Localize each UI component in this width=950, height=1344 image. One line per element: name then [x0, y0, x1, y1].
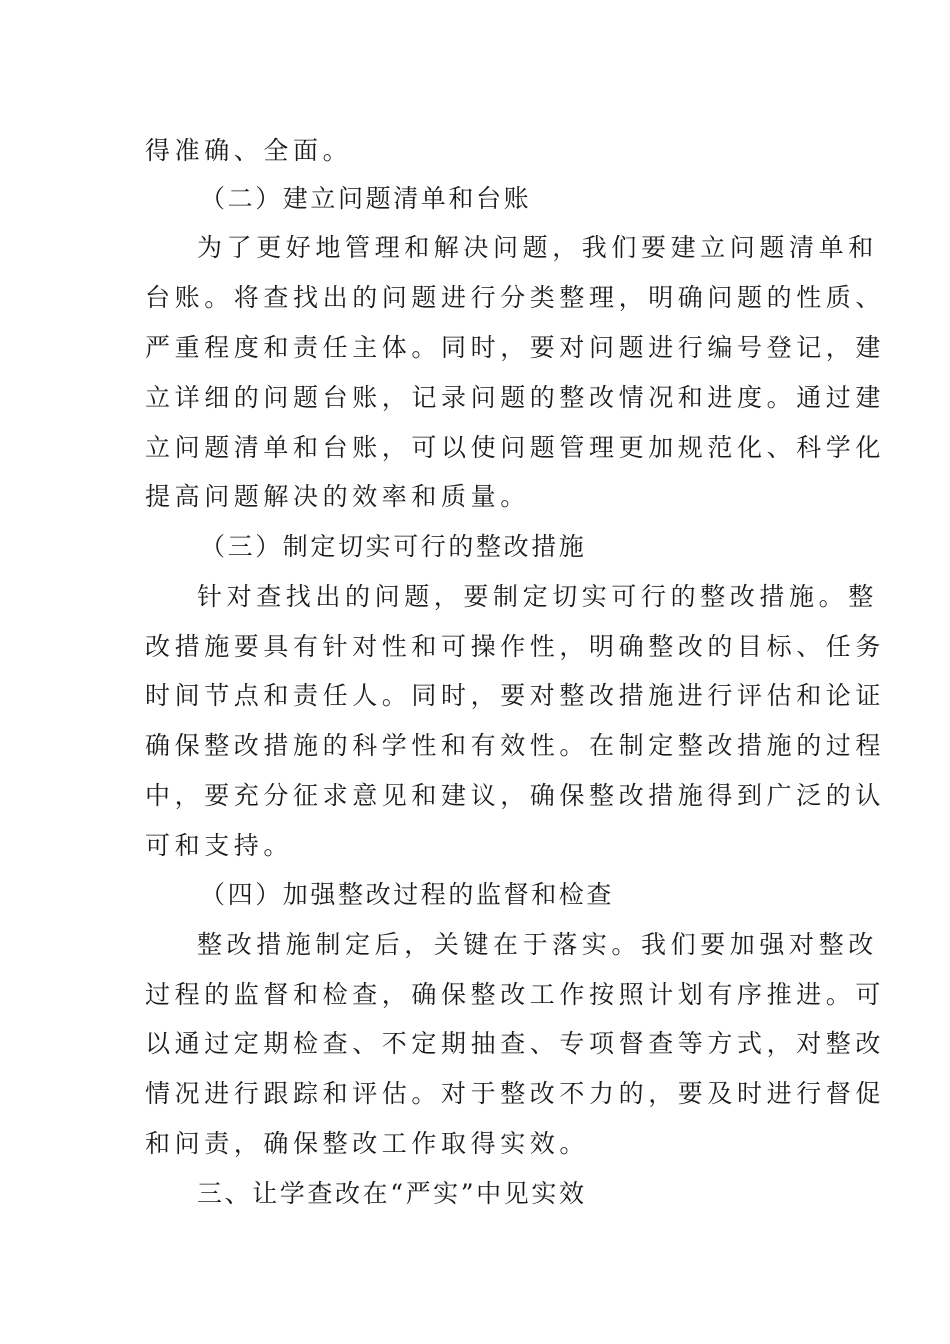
- paragraph-line: 情况进行跟踪和评估。对于整改不力的，要及时进行督促: [145, 1079, 886, 1108]
- paragraph-line: 提高问题解决的效率和质量。: [145, 482, 530, 511]
- paragraph-line: 时间节点和责任人。同时，要对整改措施进行评估和论证: [145, 681, 886, 710]
- section-heading: （四）加强整改过程的监督和检查: [200, 880, 615, 909]
- paragraph-line: 立问题清单和台账，可以使问题管理更加规范化、科学化: [145, 433, 886, 462]
- paragraph-line: 以通过定期检查、不定期抽查、专项督查等方式，对整改: [145, 1029, 886, 1058]
- paragraph-line: 和问责，确保整改工作取得实效。: [145, 1129, 590, 1158]
- paragraph-line: 可和支持。: [145, 831, 294, 860]
- paragraph-line: 立详细的问题台账，记录问题的整改情况和进度。通过建: [145, 383, 886, 412]
- section-heading: （二）建立问题清单和台账: [200, 184, 532, 213]
- chapter-heading: 三、让学查改在“严实”中见实效: [197, 1179, 587, 1208]
- paragraph-line: 确保整改措施的科学性和有效性。在制定整改措施的过程: [145, 731, 886, 760]
- section-heading: （三）制定切实可行的整改措施: [200, 532, 587, 561]
- paragraph-line: 得准确、全面。: [145, 136, 353, 165]
- paragraph-line: 针对查找出的问题，要制定切实可行的整改措施。整: [197, 582, 878, 611]
- paragraph-line: 改措施要具有针对性和可操作性，明确整改的目标、任务: [145, 632, 886, 661]
- paragraph-line: 严重程度和责任主体。同时，要对问题进行编号登记，建: [145, 333, 886, 362]
- paragraph-line: 台账。将查找出的问题进行分类整理，明确问题的性质、: [145, 283, 886, 312]
- paragraph-line: 为了更好地管理和解决问题，我们要建立问题清单和: [197, 233, 878, 262]
- paragraph-line: 过程的监督和检查，确保整改工作按照计划有序推进。可: [145, 980, 886, 1009]
- paragraph-line: 中，要充分征求意见和建议，确保整改措施得到广泛的认: [145, 781, 886, 810]
- paragraph-line: 整改措施制定后，关键在于落实。我们要加强对整改: [197, 930, 878, 959]
